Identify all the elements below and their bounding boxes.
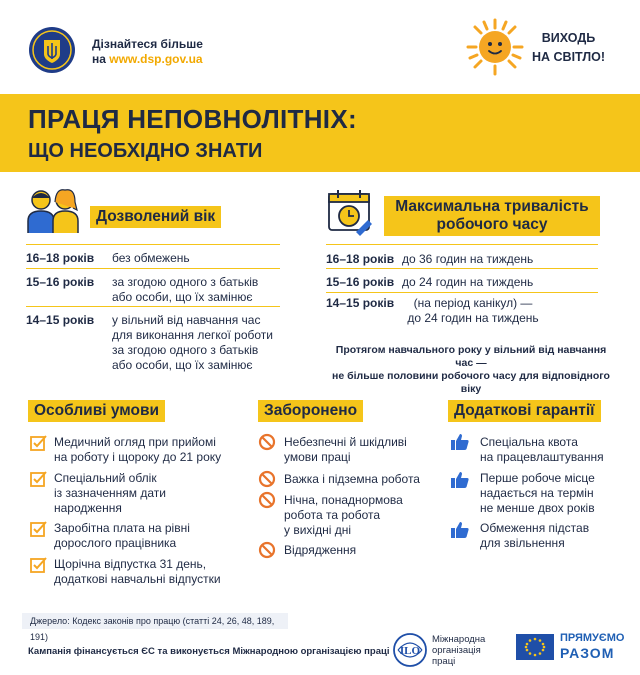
source-note: Джерело: Кодекс законів про працю (статті 24, 26, 48, 189, 191)	[22, 613, 288, 629]
condition-line: або особи, що їх замінює	[112, 290, 253, 304]
two-children-icon	[26, 188, 80, 234]
item-line: Відрядження	[284, 543, 357, 557]
divider	[26, 268, 280, 269]
age-range: 14–15 років	[326, 296, 395, 310]
school-year-note	[326, 344, 616, 396]
condition-line: у вільний від навчання час	[112, 313, 261, 327]
item-line: народження	[54, 501, 122, 515]
hours-limit	[402, 275, 533, 290]
age-range: 14–15 років	[26, 313, 95, 327]
website-link[interactable]: www.dsp.gov.ua	[109, 52, 203, 66]
state-labour-service-emblem-icon	[28, 26, 76, 74]
list-item	[284, 543, 356, 558]
thumbs-up-icon	[450, 520, 470, 540]
age-range: 15–16 років	[326, 275, 395, 289]
special-conditions-heading: Особливі умови	[28, 400, 165, 422]
logo-line-1: ПРЯМУЄМО	[560, 632, 625, 644]
hours-limit	[402, 252, 533, 267]
campaign-credit: Кампанія фінансується ЄС та виконується Міжнародною організацією праці	[28, 646, 390, 657]
list-item	[480, 471, 595, 516]
checkbox-checked-icon	[30, 470, 48, 488]
limit-line: до 24 годин на тиждень	[407, 311, 539, 325]
limit-line: до 36 годин на тиждень	[402, 252, 534, 266]
ilo-name	[432, 634, 485, 667]
condition-line: за згодою одного з батьків	[112, 275, 259, 289]
age-condition	[112, 251, 190, 266]
item-line: Спеціальна квота	[480, 435, 578, 449]
guarantees-heading: Додаткові гарантії	[448, 400, 601, 422]
slogan	[532, 29, 605, 67]
item-line: Важка і підземна робота	[284, 472, 420, 486]
ilo-logo-letters: ILO	[399, 645, 421, 657]
condition-line: без обмежень	[112, 251, 190, 265]
forbidden-heading: Заборонено	[258, 400, 363, 422]
divider	[26, 306, 280, 307]
age-range: 15–16 років	[26, 275, 95, 289]
prohibited-icon	[258, 433, 276, 451]
item-line: додаткові навчальні відпустки	[54, 572, 221, 586]
prohibited-icon	[258, 491, 276, 509]
on-word: на	[92, 52, 106, 66]
list-item	[54, 521, 190, 551]
ilo-name-line: Міжнародна	[432, 634, 486, 645]
limit-line: (на період канікул) —	[413, 296, 533, 310]
checkbox-checked-icon	[30, 434, 48, 452]
page-subtitle: ЩО НЕОБХІДНО ЗНАТИ	[28, 140, 263, 162]
logo-line-2: РАЗОМ	[560, 645, 615, 661]
ilo-logo-icon	[392, 632, 428, 668]
divider	[26, 244, 280, 245]
item-line: Медичний огляд при прийомі	[54, 435, 216, 449]
list-item	[480, 521, 589, 551]
heading-line: Максимальна тривалість	[395, 198, 589, 215]
item-line: Спеціальний облік	[54, 471, 157, 485]
max-duration-heading	[384, 196, 600, 236]
prohibited-icon	[258, 470, 276, 488]
item-line: на роботу і щороку до 21 року	[54, 450, 222, 464]
item-line: Небезпечні й шкідливі	[284, 435, 407, 449]
item-line: Обмеження підстав	[480, 521, 590, 535]
calendar-clock-icon	[326, 188, 374, 236]
age-range: 16–18 років	[26, 251, 95, 265]
moving-together-logo	[560, 632, 624, 661]
hours-limit	[398, 296, 548, 326]
list-item	[284, 472, 420, 487]
allowed-age-heading: Дозволений вік	[90, 206, 221, 228]
checkbox-checked-icon	[30, 520, 48, 538]
divider	[326, 268, 598, 269]
condition-line: для виконання легкої роботи	[112, 328, 273, 342]
age-condition	[112, 275, 258, 305]
prohibited-icon	[258, 541, 276, 559]
item-line: із зазначенням дати	[54, 486, 166, 500]
header	[0, 0, 640, 92]
note-line: не більше половини робочого часу для відповідного віку	[332, 370, 610, 395]
sun-mascot-icon	[466, 18, 524, 76]
item-line: у вихідні дні	[284, 523, 352, 537]
item-line: надається на термін	[480, 486, 594, 500]
slogan-line-1: ВИХОДЬ	[541, 31, 596, 45]
divider	[326, 292, 598, 293]
eu-flag-icon	[516, 634, 554, 660]
condition-line: за згодою одного з батьків	[112, 343, 259, 357]
thumbs-up-icon	[450, 432, 470, 452]
list-item	[284, 493, 403, 538]
item-line: Перше робоче місце	[480, 471, 595, 485]
item-line: робота та робота	[284, 508, 381, 522]
learn-more-line: Дізнайтеся більше	[92, 37, 203, 51]
thumbs-up-icon	[450, 470, 470, 490]
item-line: не менше двох років	[480, 501, 595, 515]
age-range: 16–18 років	[326, 252, 395, 266]
item-line: умови праці	[284, 450, 351, 464]
limit-line: до 24 годин на тиждень	[402, 275, 534, 289]
list-item	[480, 435, 604, 465]
page-title: ПРАЦЯ НЕПОВНОЛІТНІХ:	[28, 104, 357, 134]
learn-more-text	[92, 37, 203, 67]
divider	[326, 244, 598, 245]
note-line: Протягом навчального року у вільний від навчання час —	[335, 344, 607, 369]
item-line: на працевлаштування	[480, 450, 604, 464]
item-line: Заробітна плата на рівні	[54, 521, 190, 535]
ilo-name-line: праці	[432, 656, 456, 667]
heading-line: робочого часу	[436, 216, 548, 233]
item-line: дорослого працівника	[54, 536, 177, 550]
item-line: Нічна, понаднормова	[284, 493, 403, 507]
age-condition	[112, 313, 273, 373]
list-item	[54, 557, 221, 587]
list-item	[54, 435, 221, 465]
list-item	[284, 435, 407, 465]
condition-line: або особи, що їх замінює	[112, 358, 253, 372]
ilo-name-line: організація	[432, 645, 481, 656]
item-line: Щорічна відпустка 31 день,	[54, 557, 207, 571]
checkbox-checked-icon	[30, 556, 48, 574]
slogan-line-2: НА СВІТЛО!	[532, 50, 606, 64]
list-item	[54, 471, 166, 516]
item-line: для звільнення	[480, 536, 565, 550]
